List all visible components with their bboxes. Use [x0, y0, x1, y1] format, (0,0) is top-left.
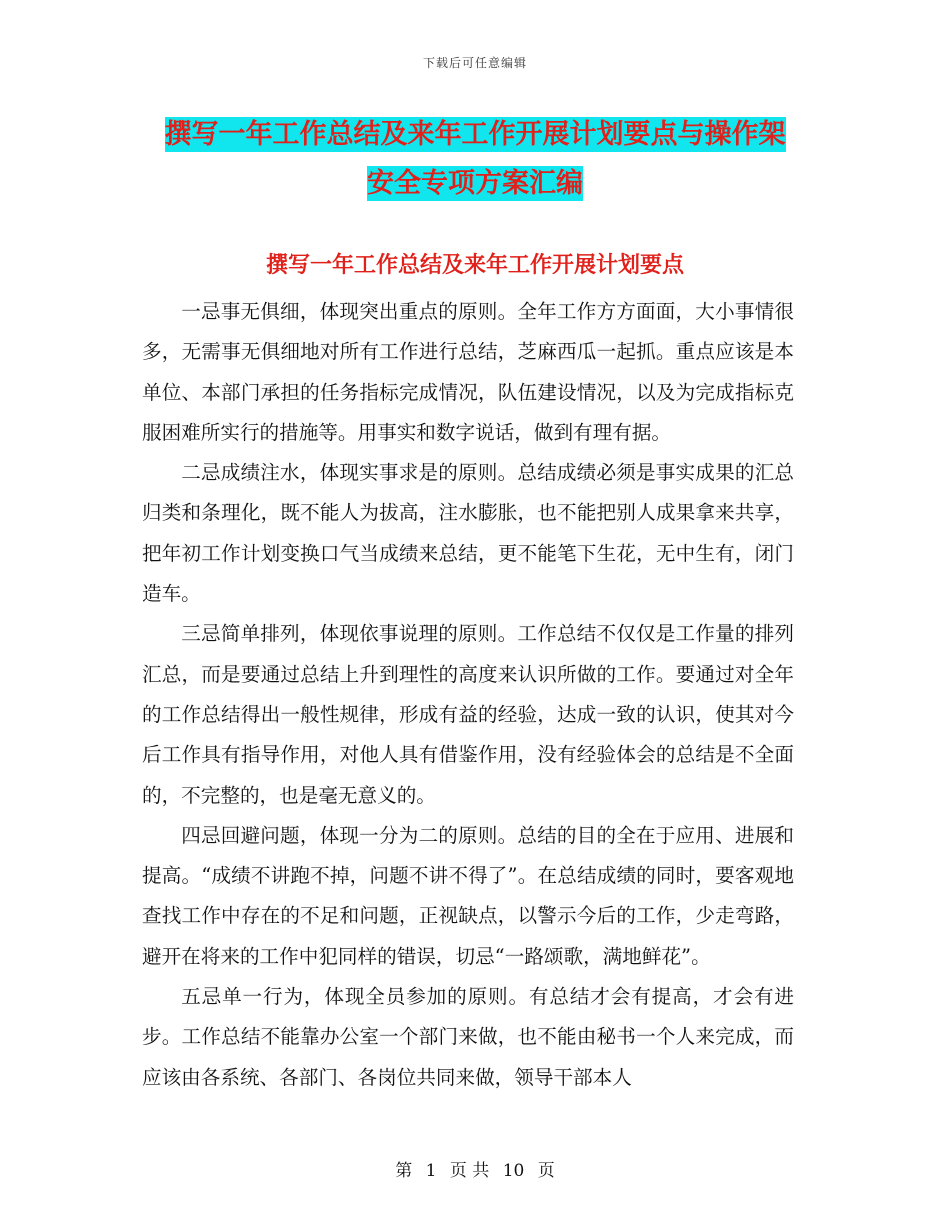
- paragraph-4: 四忌回避问题，体现一分为二的原则。总结的目的全在于应用、进展和提高。“成绩不讲跑不掉，问题不讲不得了”。在总结成绩的同时，要客观地查找工作中存在的不足和问题，正视缺点，以警示今后的工作，少走弯路，避开在将来的工作中犯同样的错误，切忌“一路颂歌，满地鲜花”。: [142, 823, 794, 968]
- footer-mid: 页 共: [449, 1161, 490, 1181]
- paragraph-1: 一忌事无俱细，体现突出重点的原则。全年工作方方面面，大小事情很多，无需事无俱细地对所有工作进行总结，芝麻西瓜一起抓。重点应该是本单位、本部门承担的任务指标完成情况，队伍建设情况，以及为完成指标克服困难所实行的措施等。用事实和数字说话，做到有理有据。: [142, 300, 794, 444]
- paragraph-2: 二忌成绩注水，体现实事求是的原则。总结成绩必须是事实成果的汇总归类和条理化，既不能人为拔高，注水膨胀，也不能把别人成果拿来共享，把年初工作计划变换口气当成绩来总结，更不能笔下生花，无中生有，闭门造车。: [142, 461, 794, 606]
- document-title-line-1: 撰写一年工作总结及来年工作开展计划要点与操作架: [164, 119, 786, 150]
- paragraph-3: 三忌简单排列，体现依事说理的原则。工作总结不仅仅是工作量的排列汇总，而是要通过总结上升到理性的高度来认识所做的工作。要通过对全年的工作总结得出一般性规律，形成有益的经验，达成一致的认识，使其对今后工作具有指导作用，对他人具有借鉴作用，没有经验体会的总结是不全面的，不完整的，也是毫无意义的。: [142, 622, 794, 807]
- paragraph-5: 五忌单一行为，体现全员参加的原则。有总结才会有提高，才会有进步。工作总结不能靠办公室一个部门来做，也不能由秘书一个人来完成，而应该由各系统、各部门、各岗位共同来做，领导干部本人: [142, 985, 794, 1089]
- document-title: [140, 110, 810, 208]
- page-footer: [0, 1156, 950, 1181]
- section-title: 撰写一年工作总结及来年工作开展计划要点: [265, 252, 684, 278]
- footer-suffix: 页: [537, 1161, 555, 1181]
- body-text: [142, 292, 794, 1098]
- document-title-line-2: 安全专项方案汇编: [367, 168, 583, 199]
- header-note: 下载后可任意编辑: [422, 56, 527, 70]
- footer-total-pages: 10: [502, 1161, 525, 1181]
- footer-prefix: 第: [395, 1161, 413, 1181]
- footer-page-number: 1: [425, 1161, 437, 1181]
